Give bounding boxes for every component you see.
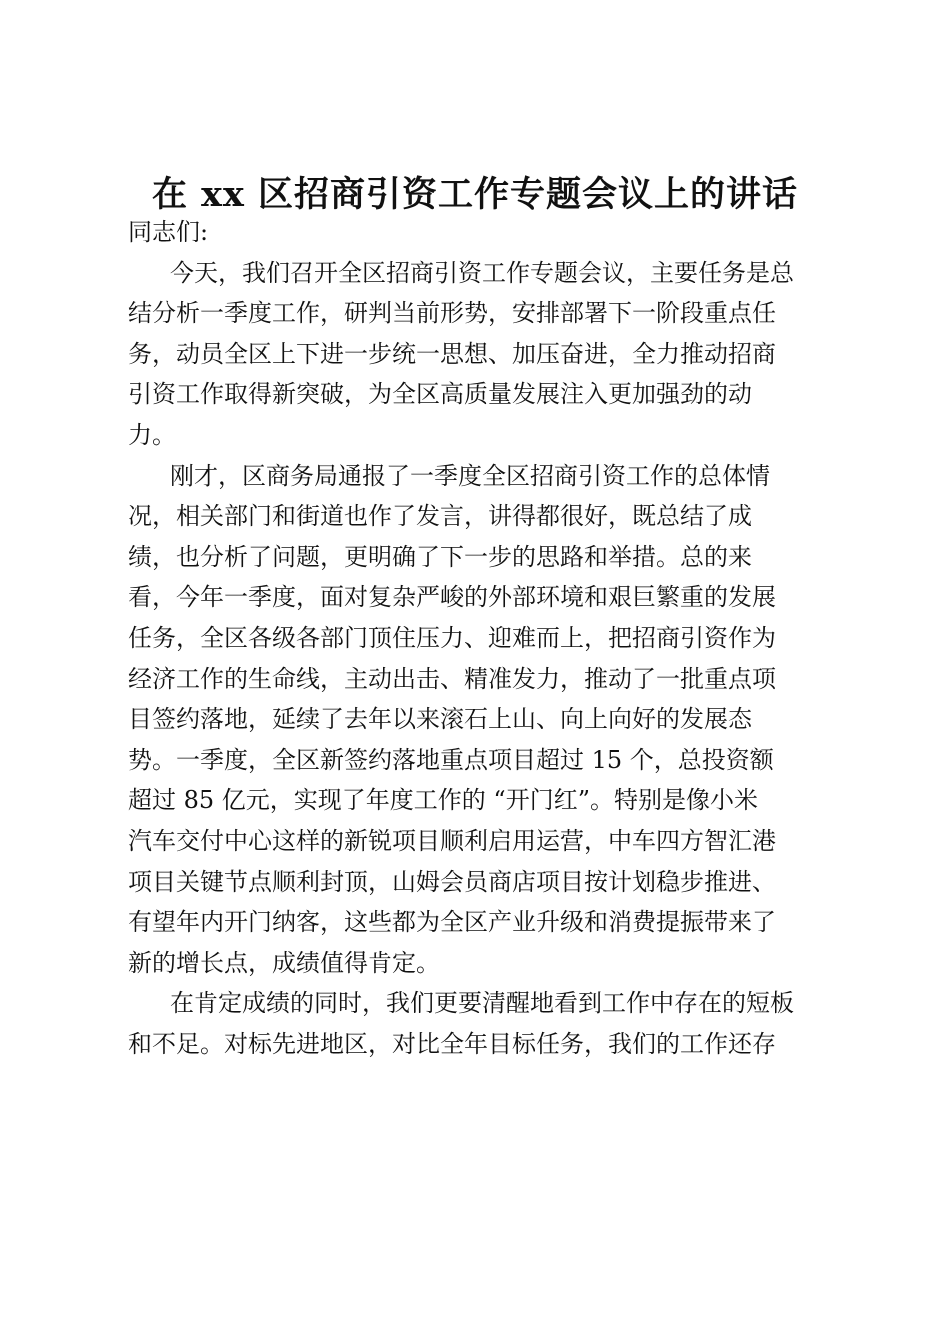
- text-line: 结分析一季度工作，研判当前形势，安排部署下一阶段重点任: [128, 299, 776, 328]
- text-line: 新的增长点，成绩值得肯定。: [128, 948, 440, 977]
- text-line: 有望年内开门纳客，这些都为全区产业升级和消费提振带来了: [128, 908, 776, 937]
- text-line: 力。: [128, 420, 176, 449]
- text-line: 看，今年一季度，面对复杂严峻的外部环境和艰巨繁重的发展: [128, 583, 776, 612]
- salutation: 同志们:: [128, 218, 209, 246]
- text-line: 经济工作的生命线，主动出击、精准发力，推动了一批重点项: [128, 664, 776, 693]
- text-line: 目签约落地，延续了去年以来滚石上山、向上向好的发展态: [128, 705, 752, 734]
- text-line: 在肯定成绩的同时，我们更要清醒地看到工作中存在的短板: [170, 989, 794, 1018]
- text-line: 超过 85 亿元，实现了年度工作的 “开门红”。特别是像小米: [128, 786, 758, 815]
- text-line: 务，动员全区上下进一步统一思想、加压奋进，全力推动招商: [128, 339, 776, 368]
- text-line: 今天，我们召开全区招商引资工作专题会议，主要任务是总: [170, 258, 794, 287]
- text-line: 汽车交付中心这样的新锐项目顺利启用运营，中车四方智汇港: [128, 826, 776, 855]
- document-body: [128, 212, 838, 1064]
- text-line: 势。一季度，全区新签约落地重点项目超过 15 个，总投资额: [128, 745, 774, 774]
- paragraph-2: [128, 456, 838, 984]
- paragraph-1: [128, 253, 838, 456]
- text-line: 引资工作取得新突破，为全区高质量发展注入更加强劲的动: [128, 380, 752, 409]
- text-line: 任务，全区各级各部门顶住压力、迎难而上，把招商引资作为: [128, 623, 776, 652]
- text-line: 项目关键节点顺利封顶，山姆会员商店项目按计划稳步推进、: [128, 867, 776, 896]
- text-line: 绩，也分析了问题，更明确了下一步的思路和举措。总的来: [128, 542, 752, 571]
- text-line: 况，相关部门和街道也作了发言，讲得都很好，既总结了成: [128, 502, 752, 531]
- paragraph-3: [128, 983, 838, 1064]
- text-line: 和不足。对标先进地区，对比全年目标任务，我们的工作还存: [128, 1029, 776, 1058]
- text-line: 刚才，区商务局通报了一季度全区招商引资工作的总体情: [170, 461, 770, 490]
- document-title: 在 xx 区招商引资工作专题会议上的讲话: [151, 174, 799, 215]
